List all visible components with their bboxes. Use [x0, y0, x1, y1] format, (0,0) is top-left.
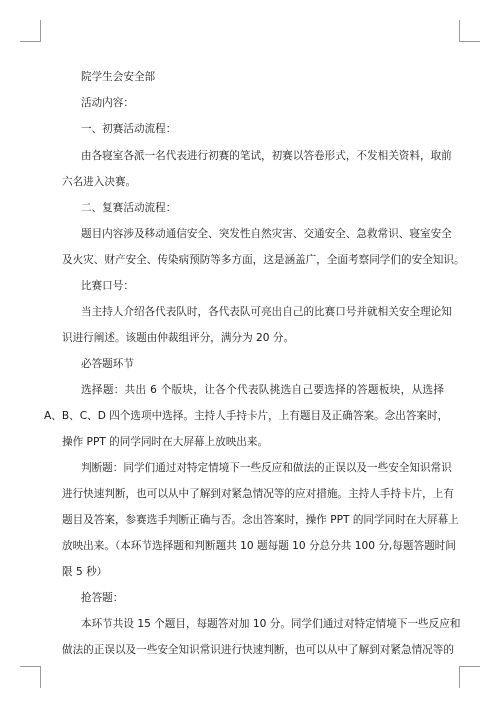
crop-mark-bottom-left-h [20, 666, 41, 667]
section-heading: 抢答题： [81, 592, 124, 604]
crop-mark-bottom-right-v [459, 666, 460, 688]
paragraph-line: 题目内容涉及移动通信安全、突发性自然灾害、交通安全、急救常识、寝室安全 [81, 228, 452, 240]
paragraph-line: 本环节共设 15 个题目，每题答对加 10 分。同学们通过对特定情境下一些反应和 [81, 618, 461, 630]
crop-mark-top-left-v [40, 20, 41, 42]
paragraph-line: 识进行阐述。该题由仲裁组评分，满分为 20 分。 [62, 332, 295, 344]
paragraph-line: 做法的正误以及一些安全知识常识进行快速判断，也可以从中了解到对紧急情况等的 [62, 644, 454, 656]
crop-mark-bottom-right-h [459, 666, 480, 667]
crop-mark-top-right-h [459, 41, 480, 42]
paragraph-line: 进行快速判断，也可以从中了解到对紧急情况等的应对措施。主持人手持卡片，上有 [62, 488, 454, 500]
paragraph-line: 题目及答案，参赛选手判断正确与否。念出答案时，操作 PPT 的同学同时在大屏幕上 [62, 514, 459, 526]
paragraph-line: 限 5 秒） [62, 566, 108, 578]
paragraph-line: A、B、C、D 四个选项中选择。主持人手持卡片，上有题目及正确答案。念出答案时， [44, 410, 449, 422]
crop-mark-bottom-left-v [40, 666, 41, 688]
crop-mark-top-right-v [459, 20, 460, 42]
paragraph-line: 六名进入决赛。 [62, 176, 137, 188]
paragraph-line: 当主持人介绍各代表队时，各代表队可亮出自己的比赛口号并就相关安全理论知 [81, 306, 452, 318]
section-heading: 二、复赛活动流程： [81, 202, 177, 214]
paragraph-line: 选择题：共出 6 个版块，让各个代表队挑选自己要选择的答题板块，从选择 [81, 384, 444, 396]
paragraph-line: 操作 PPT 的同学同时在大屏幕上放映出来。 [62, 436, 269, 448]
paragraph-line: 放映出来。（本环节选择题和判断题共 10 题每题 10 分总分共 100 分,每题答题时间 [62, 540, 456, 552]
section-heading: 比赛口号： [81, 280, 134, 292]
section-heading: 一、初赛活动流程： [81, 123, 177, 135]
paragraph-line: 由各寝室各派一名代表进行初赛的笔试，初赛以答卷形式，不发相关资料，取前 [81, 150, 452, 162]
org-line: 院学生会安全部 [81, 71, 156, 83]
section-heading: 活动内容： [81, 97, 134, 109]
section-heading: 必答题环节 [81, 358, 134, 370]
paragraph-line: 判断题：同学们通过对特定情境下一些反应和做法的正误以及一些安全知识常识 [81, 462, 452, 474]
crop-mark-top-left-h [20, 41, 41, 42]
paragraph-line: 及火灾、财产安全、传染病预防等多方面，这是涵盖广，全面考察同学们的安全知识。 [62, 254, 465, 266]
